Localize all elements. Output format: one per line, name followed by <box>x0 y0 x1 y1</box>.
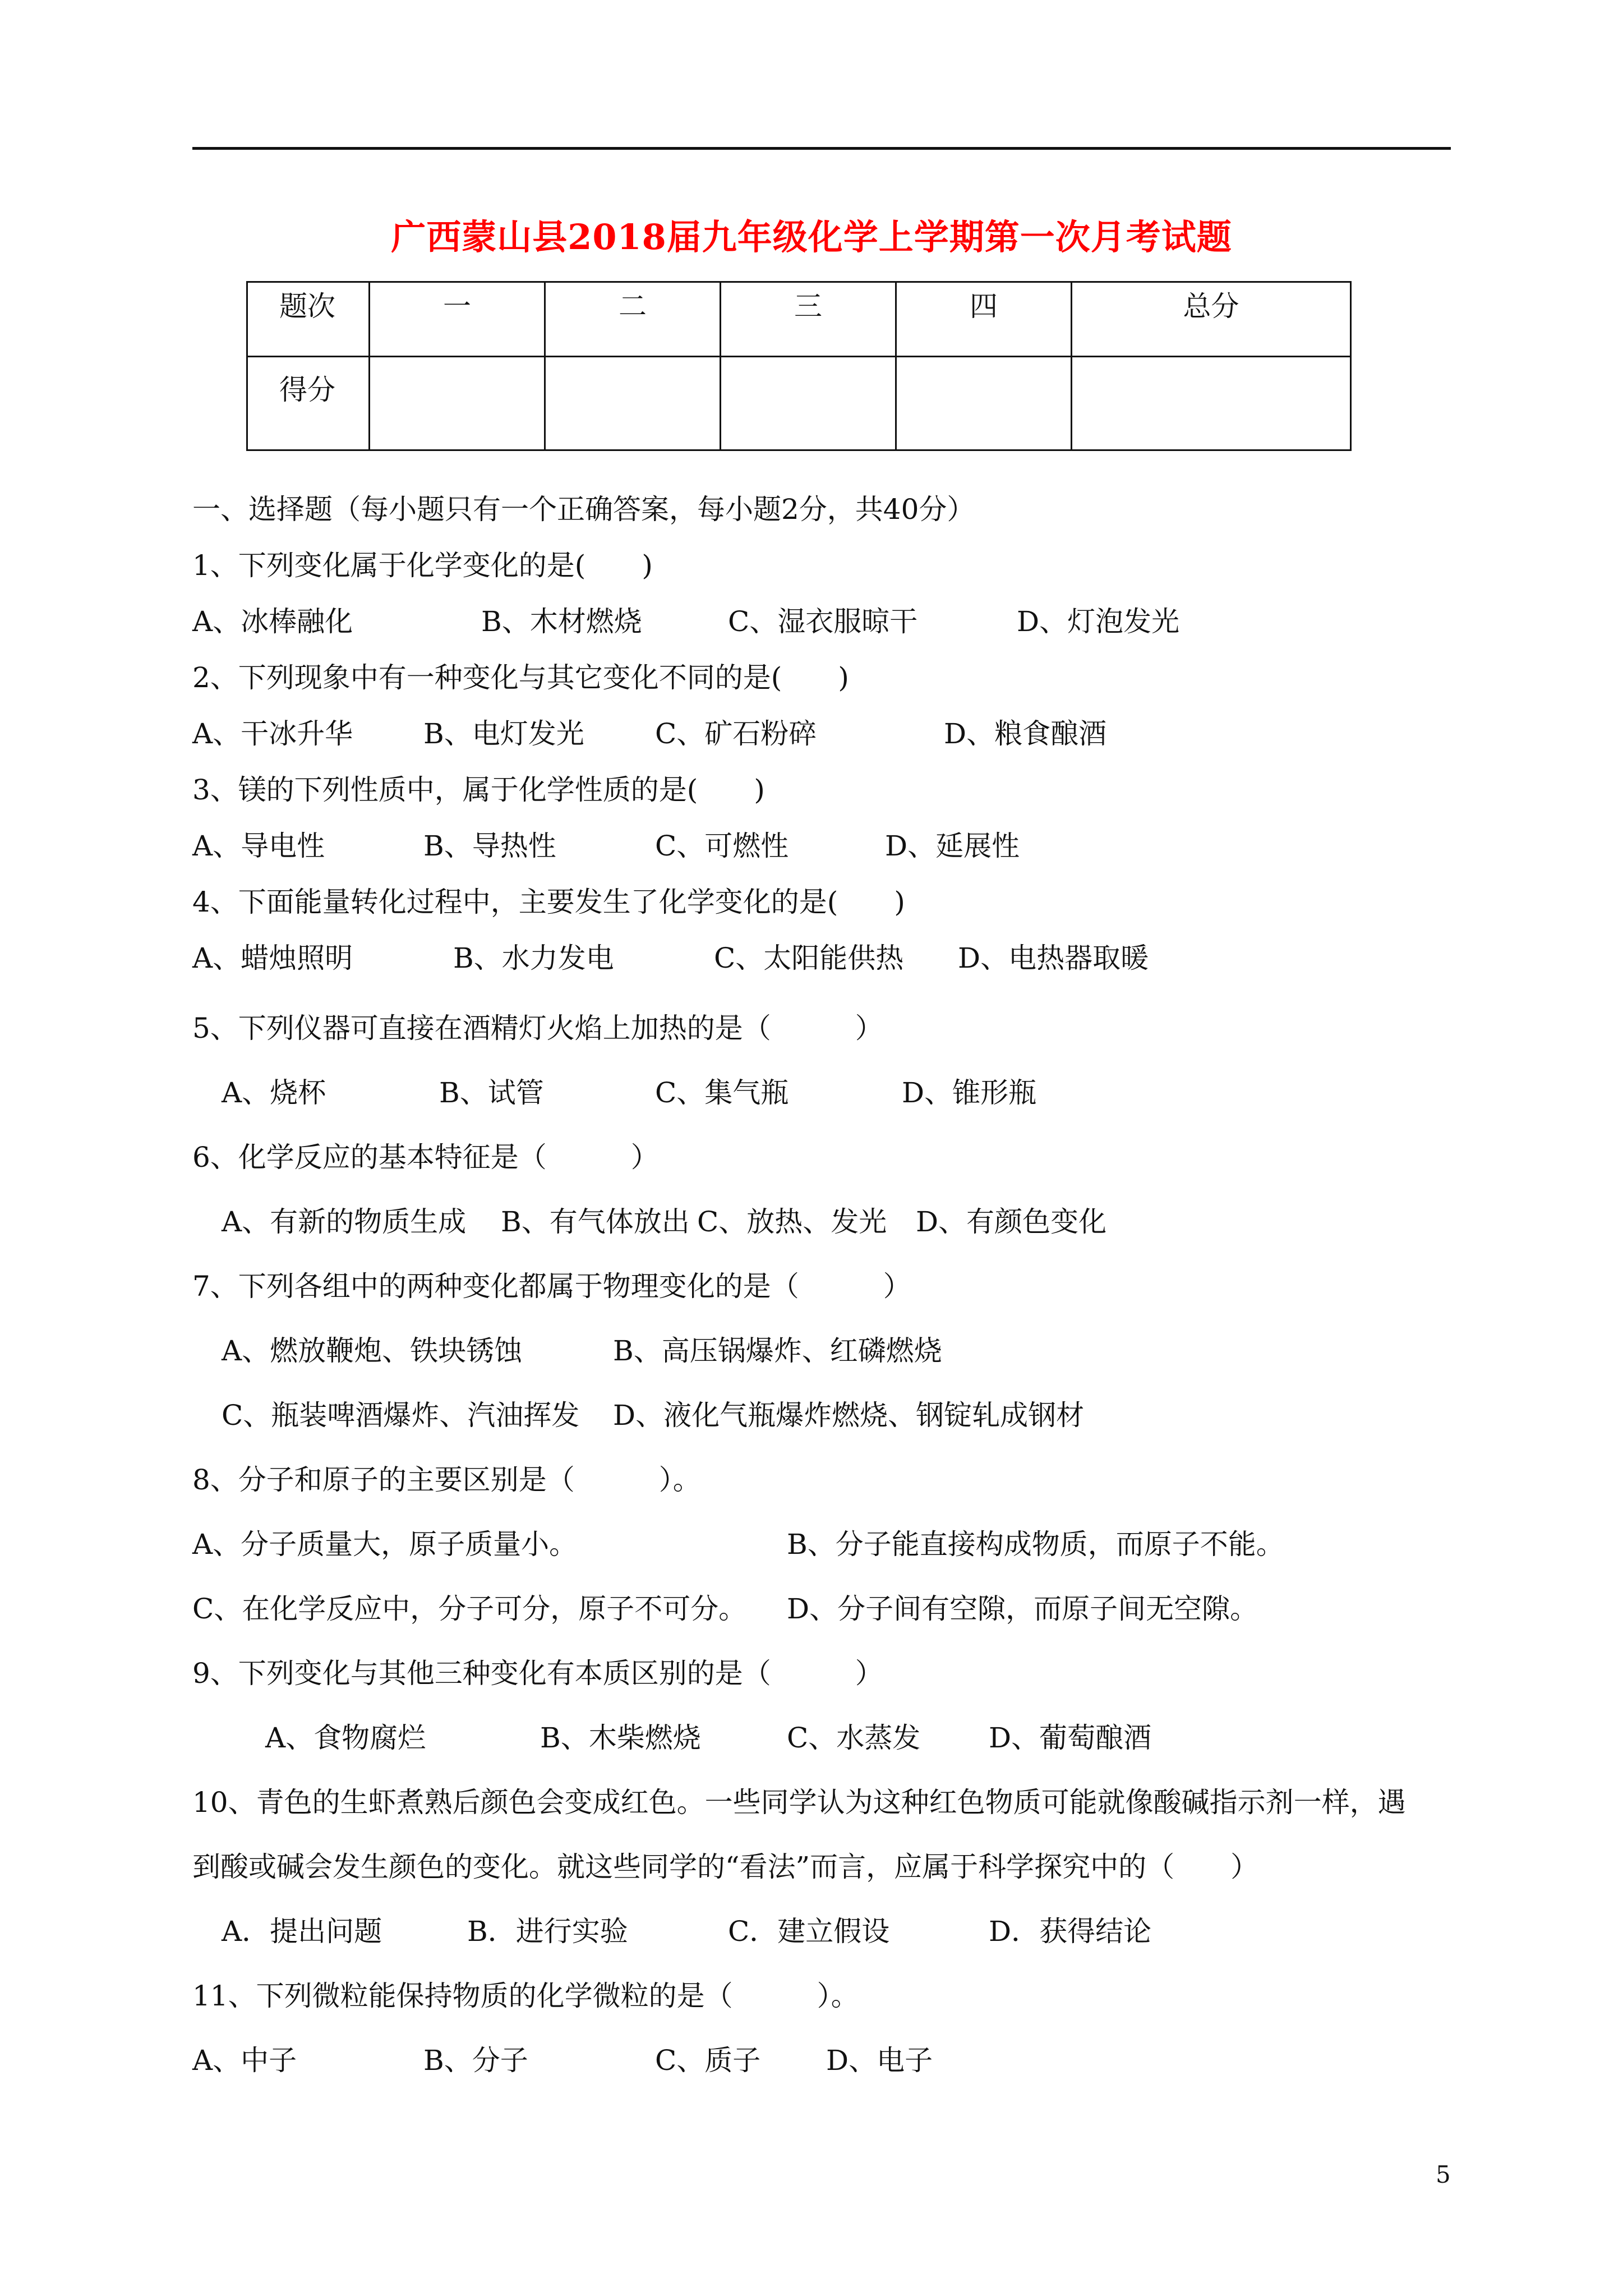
option: D、液化气瓶爆炸燃烧、钢锭轧成钢材 <box>613 1399 1085 1432</box>
option: C、可燃性 <box>655 830 789 862</box>
question-stem: 7、下列各组中的两种变化都属于物理变化的是（ ） <box>192 1270 911 1303</box>
score-cell <box>545 357 721 450</box>
score-header-cell: 二 <box>545 282 721 357</box>
option: A、燃放鞭炮、铁块锈蚀 <box>222 1335 523 1367</box>
question-stem: 5、下列仪器可直接在酒精灯火焰上加热的是（ ） <box>192 1012 883 1045</box>
option: D、电热器取暖 <box>958 942 1149 974</box>
score-table-header-row <box>247 282 1351 357</box>
score-cell <box>896 357 1072 450</box>
score-cell <box>370 357 545 450</box>
option: C、水蒸发 <box>787 1722 921 1754</box>
page-title: 广西蒙山县2018届九年级化学上学期第一次月考试题 <box>391 217 1232 257</box>
option: A．提出问题 <box>222 1915 382 1948</box>
score-table-score-row <box>247 357 1351 450</box>
score-table <box>246 281 1352 451</box>
score-header-cell: 一 <box>370 282 545 357</box>
option: C、集气瓶 <box>655 1076 789 1109</box>
option: B、试管 <box>439 1076 544 1109</box>
option: B．进行实验 <box>467 1915 628 1948</box>
option: A、分子质量大，原子质量小。 <box>192 1528 578 1561</box>
option: C、矿石粉碎 <box>655 717 817 750</box>
option: C、瓶装啤酒爆炸、汽油挥发 <box>222 1399 580 1432</box>
option: D、粮食酿酒 <box>944 717 1107 750</box>
option: C．建立假设 <box>728 1915 890 1948</box>
question-stem: 2、下列现象中有一种变化与其它变化不同的是( ) <box>192 661 849 694</box>
score-cell <box>1072 357 1351 450</box>
option: C、太阳能供热 <box>714 942 904 974</box>
option: B、高压锅爆炸、红磷燃烧 <box>613 1335 942 1367</box>
option: A、干冰升华 <box>192 717 353 750</box>
option: A、蜡烛照明 <box>192 942 353 974</box>
question-stem: 8、分子和原子的主要区别是（ ）。 <box>192 1464 701 1496</box>
question-stem: 4、下面能量转化过程中，主要发生了化学变化的是( ) <box>192 886 905 918</box>
question-stem: 3、镁的下列性质中，属于化学性质的是( ) <box>192 774 765 806</box>
question-stem: 6、化学反应的基本特征是（ ） <box>192 1141 659 1174</box>
question-stem: 11、下列微粒能保持物质的化学微粒的是（ ）。 <box>192 1980 859 2012</box>
score-row-label: 得分 <box>247 357 370 450</box>
option: B、木柴燃烧 <box>540 1722 701 1754</box>
option: C、在化学反应中，分子可分，原子不可分。 <box>192 1593 747 1625</box>
score-header-cell: 四 <box>896 282 1072 357</box>
option: B、水力发电 <box>453 942 614 974</box>
score-header-cell: 总分 <box>1072 282 1351 357</box>
option: D、葡萄酿酒 <box>989 1722 1152 1754</box>
question-stem-continued: 到酸或碱会发生颜色的变化。就这些同学的“看法”而言，应属于科学探究中的（ ） <box>192 1851 1259 1883</box>
option: A、中子 <box>192 2044 297 2077</box>
option: A、导电性 <box>192 830 325 862</box>
section-heading: 一、选择题（每小题只有一个正确答案，每小题2分，共40分） <box>192 493 975 526</box>
score-cell <box>721 357 896 450</box>
option: A、冰棒融化 <box>192 605 353 638</box>
header-rule <box>192 147 1451 150</box>
option: D、分子间有空隙，而原子间无空隙。 <box>787 1593 1258 1625</box>
question-stem: 10、青色的生虾煮熟后颜色会变成红色。一些同学认为这种红色物质可能就像酸碱指示剂一样，遇 <box>192 1786 1406 1819</box>
option: D、锥形瓶 <box>902 1076 1037 1109</box>
score-header-cell: 三 <box>721 282 896 357</box>
score-header-cell: 题次 <box>247 282 370 357</box>
option: D、电子 <box>826 2044 933 2077</box>
option: D．获得结论 <box>989 1915 1152 1948</box>
question-stem: 1、下列变化属于化学变化的是( ) <box>192 549 653 582</box>
option: B、分子能直接构成物质，而原子不能。 <box>787 1528 1284 1561</box>
option: D、有颜色变化 <box>916 1205 1107 1238</box>
option: C、放热、发光 <box>697 1205 887 1238</box>
option: A、食物腐烂 <box>265 1722 426 1754</box>
option: B、木材燃烧 <box>481 605 642 638</box>
option: A、有新的物质生成 <box>222 1205 467 1238</box>
option: A、烧杯 <box>222 1076 326 1109</box>
option: B、分子 <box>423 2044 528 2077</box>
option: B、有气体放出 <box>501 1205 690 1238</box>
option: D、灯泡发光 <box>1017 605 1180 638</box>
option: B、电灯发光 <box>423 717 584 750</box>
option: C、湿衣服晾干 <box>728 605 918 638</box>
page-number: 5 <box>1436 2161 1451 2188</box>
option: D、延展性 <box>885 830 1020 862</box>
option: B、导热性 <box>423 830 556 862</box>
question-stem: 9、下列变化与其他三种变化有本质区别的是（ ） <box>192 1657 883 1690</box>
option: C、质子 <box>655 2044 761 2077</box>
